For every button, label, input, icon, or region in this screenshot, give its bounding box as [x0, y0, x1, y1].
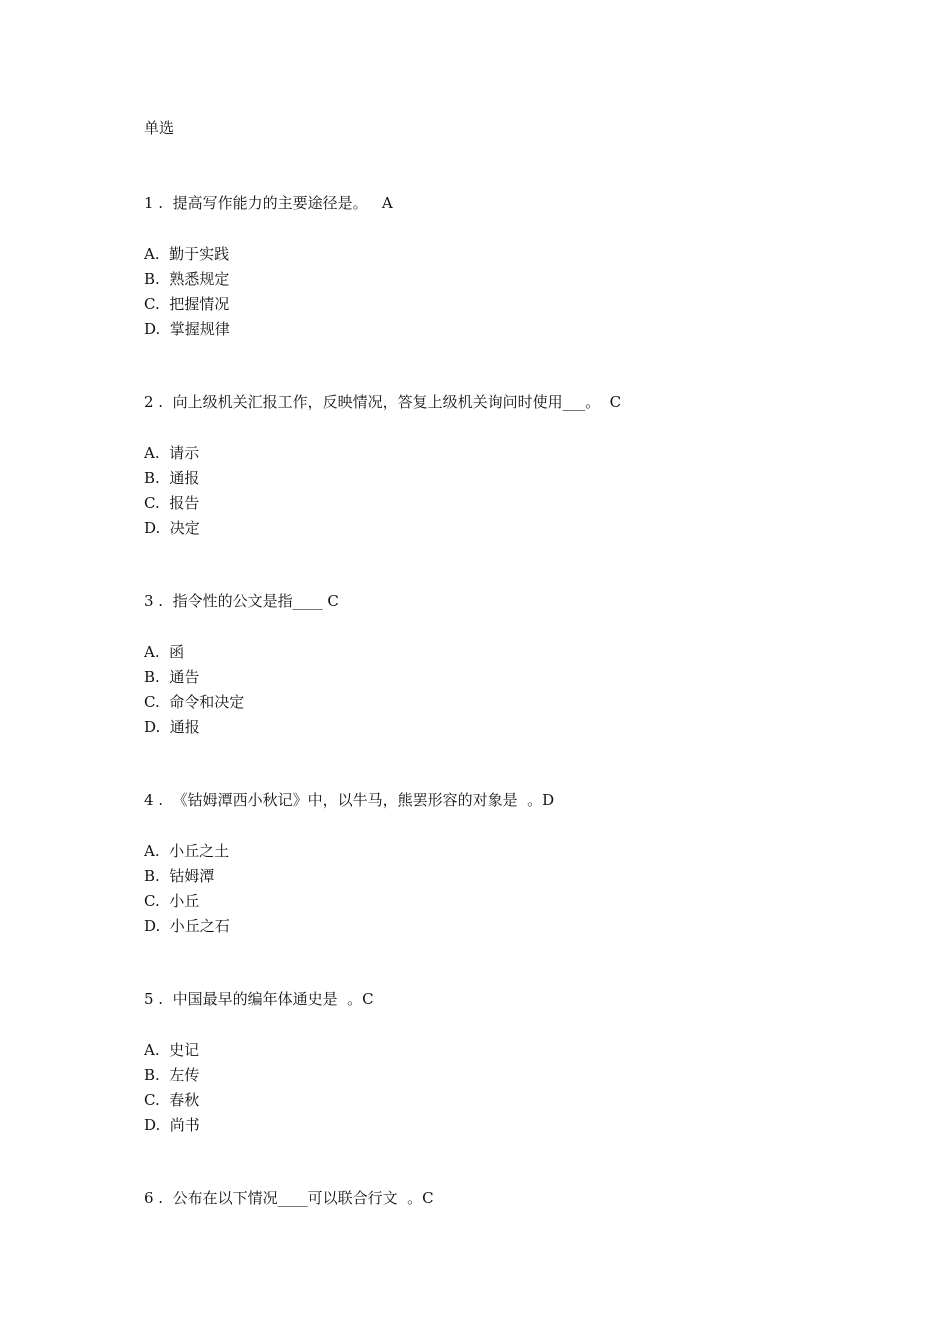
option-b: B. 通告	[144, 668, 200, 686]
option-d: D. 通报	[144, 718, 200, 736]
option-list	[144, 640, 864, 740]
question-stem: 2 . 向上级机关汇报工作，反映情况，答复上级机关询问时使用___。 C	[144, 393, 622, 411]
question-4	[144, 790, 864, 939]
question-2	[144, 392, 864, 541]
question-5	[144, 989, 864, 1138]
option-list	[144, 1038, 864, 1138]
option-d: D. 决定	[144, 519, 200, 537]
option-d: D. 掌握规律	[144, 320, 230, 338]
option-d: D. 小丘之石	[144, 917, 230, 935]
question-6	[144, 1188, 864, 1208]
question-1	[144, 193, 864, 342]
option-a: A. 函	[144, 643, 185, 661]
option-b: B. 左传	[144, 1066, 200, 1084]
option-list	[144, 839, 864, 939]
option-c: C. 小丘	[144, 892, 200, 910]
option-d: D. 尚书	[144, 1116, 200, 1134]
option-b: B. 钴姆潭	[144, 867, 215, 885]
question-3	[144, 591, 864, 740]
option-a: A. 史记	[144, 1041, 200, 1059]
option-list	[144, 441, 864, 541]
option-a: A. 请示	[144, 444, 200, 462]
question-stem: 3 . 指令性的公文是指____ C	[144, 592, 339, 610]
option-c: C. 命令和决定	[144, 693, 245, 711]
question-stem: 4 . 《钴姆潭西小秋记》中，以牛马，熊罢形容的对象是 。D	[144, 791, 555, 809]
option-b: B. 熟悉规定	[144, 270, 230, 288]
question-stem: 1 . 提高写作能力的主要途径是。 A	[144, 194, 393, 212]
option-c: C. 把握情况	[144, 295, 230, 313]
option-b: B. 通报	[144, 469, 200, 487]
section-title: 单选	[144, 119, 175, 137]
question-stem: 6 . 公布在以下情况____可以联合行文 。C	[144, 1189, 434, 1207]
option-c: C. 春秋	[144, 1091, 200, 1109]
option-a: A. 小丘之土	[144, 842, 230, 860]
option-list	[144, 242, 864, 342]
question-stem: 5 . 中国最早的编年体通史是 。C	[144, 990, 374, 1008]
option-a: A. 勤于实践	[144, 245, 230, 263]
option-c: C. 报告	[144, 494, 200, 512]
